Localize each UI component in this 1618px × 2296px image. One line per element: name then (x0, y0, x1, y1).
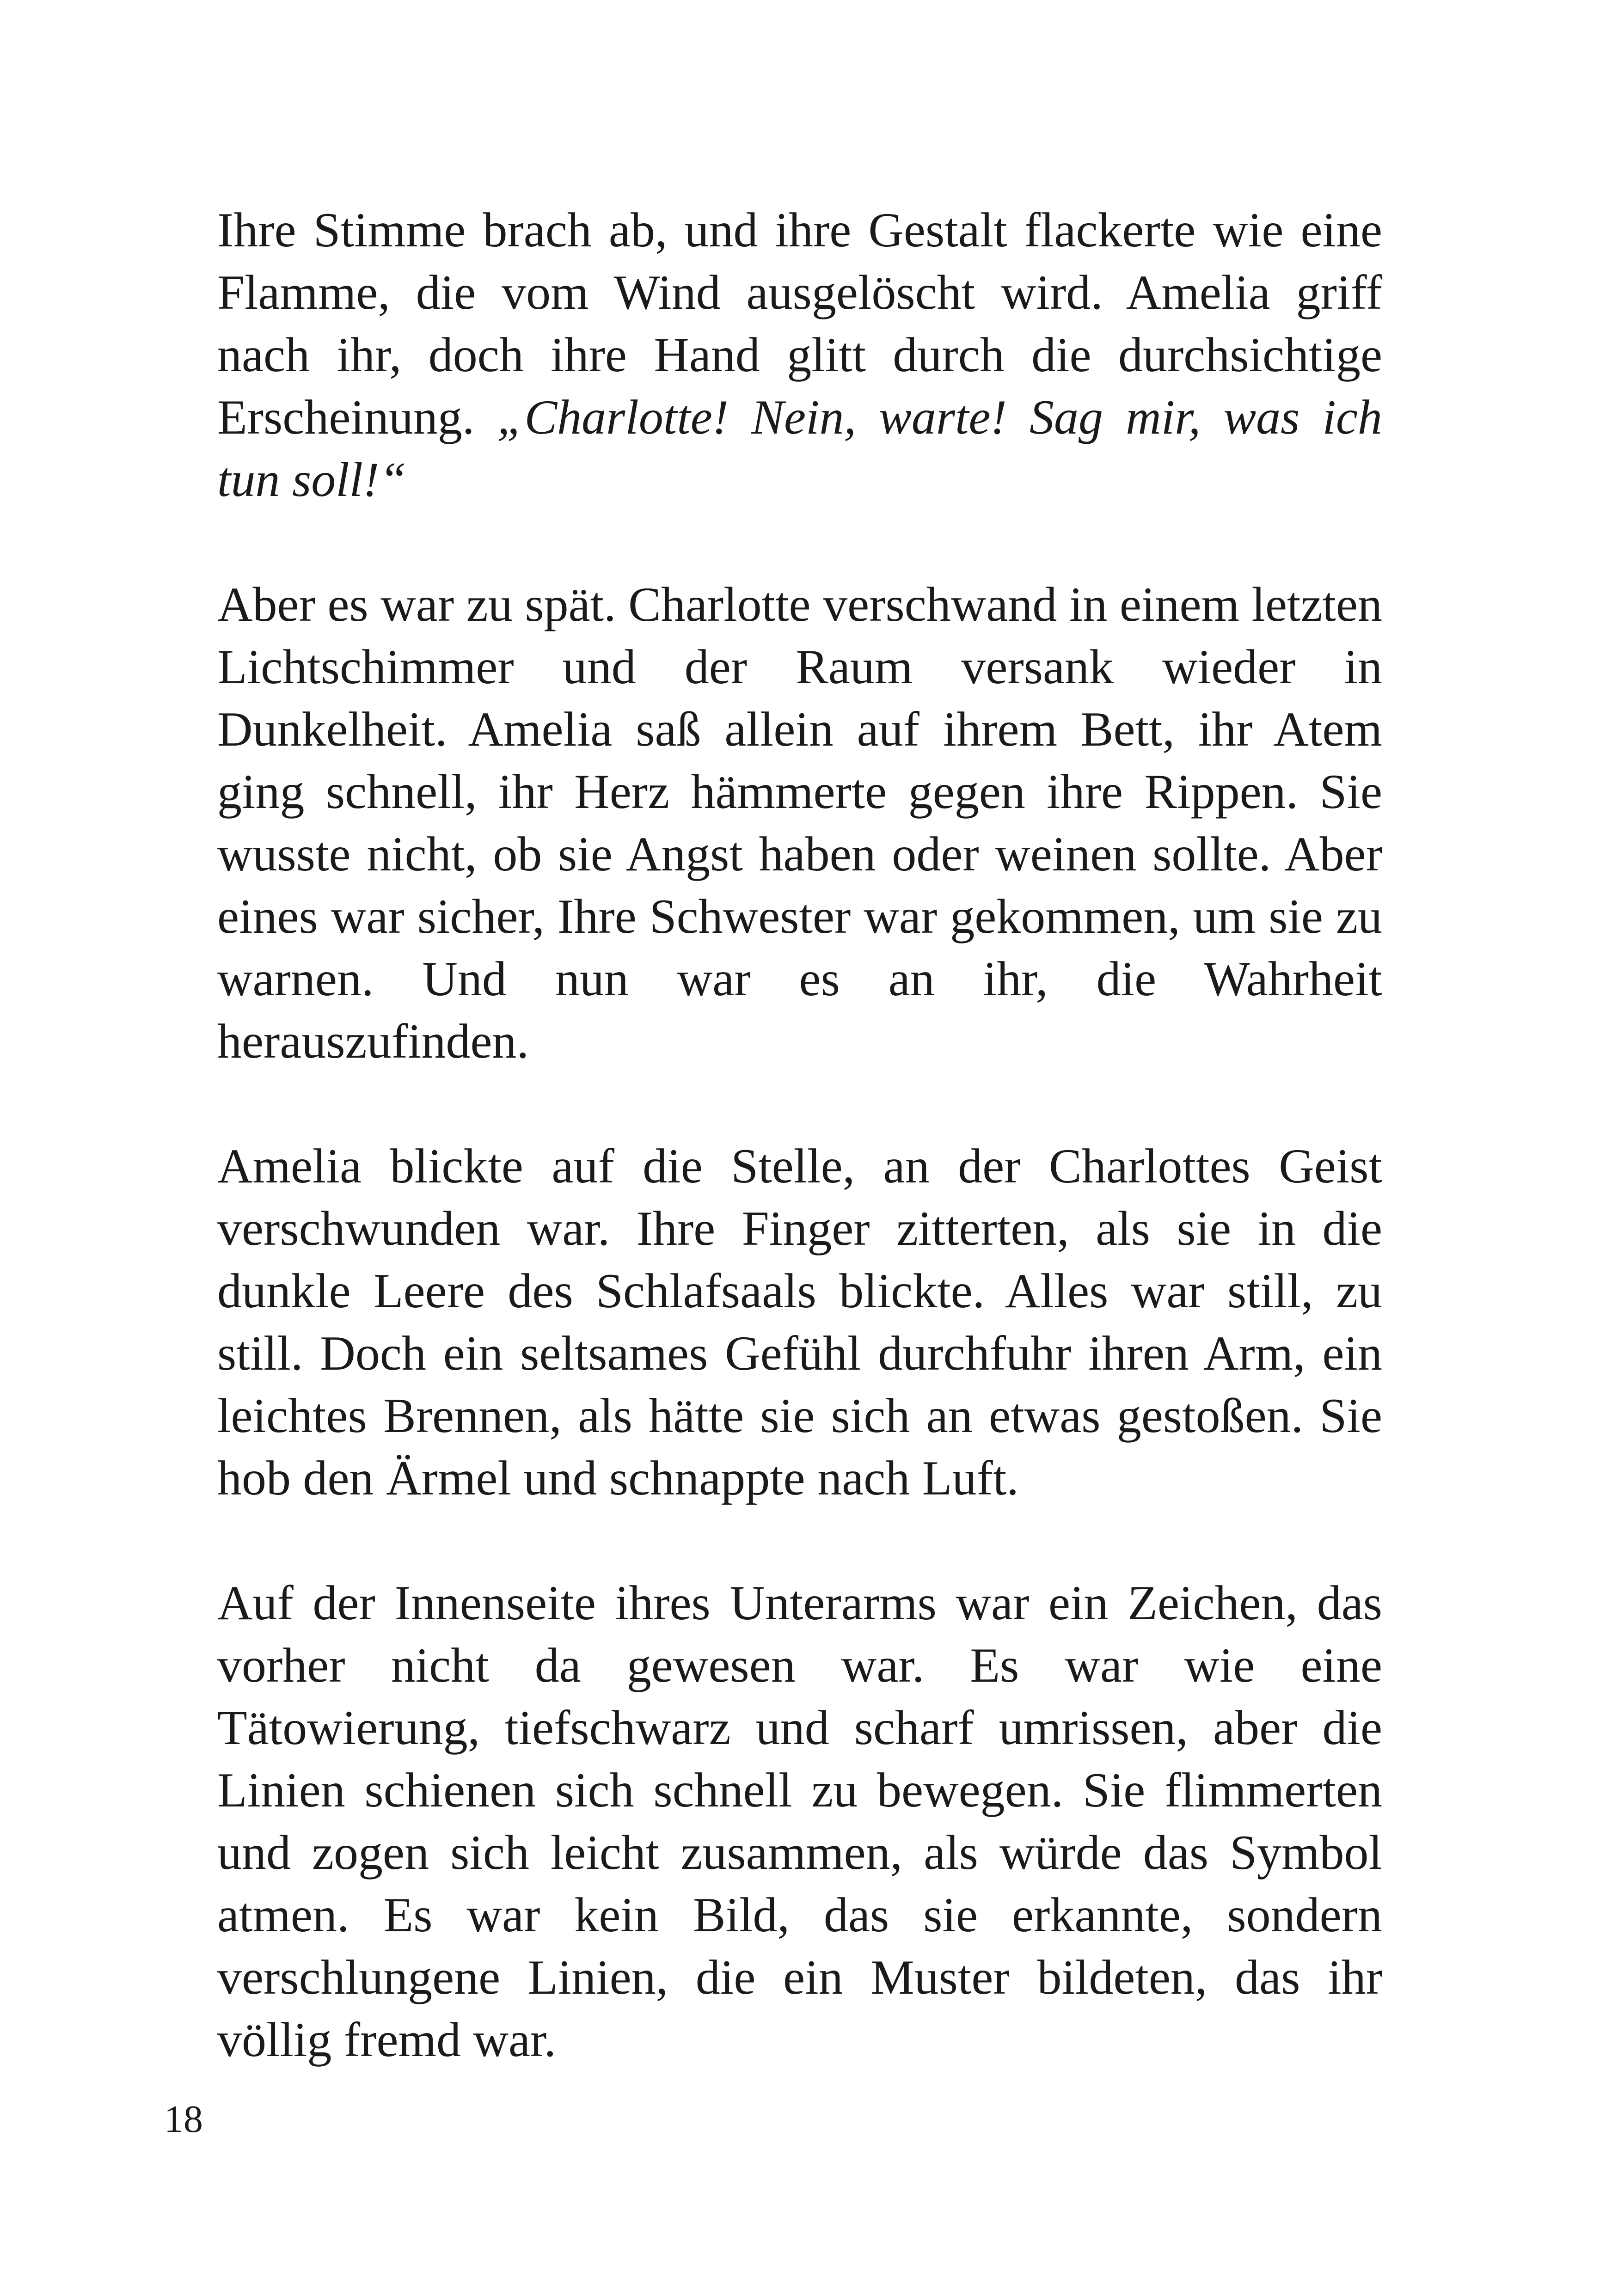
paragraph-3: Amelia blickte auf die Stelle, an der Charlottes Geist verschwunden war. Ihre Finger zitterten, als sie in die dunkle Leere des Schlafsaals blickte. Alles war still, zu still. Doch ein seltsames Gefühl durchfuhr ihren Arm, ein leichtes Brennen, als hätte sie sich an etwas gestoßen. Sie hob den Ärmel und schnappte nach Luft. (217, 1139, 1382, 1505)
page-number: 18 (164, 2098, 203, 2141)
paragraph-2: Aber es war zu spät. Charlotte verschwand in einem letzten Lichtschimmer und der Raum versank wieder in Dunkelheit. Amelia saß allein auf ihrem Bett, ihr Atem ging schnell, ihr Herz hämmerte gegen ihre Rippen. Sie wusste nicht, ob sie Angst haben oder weinen sollte. Aber eines war sicher, Ihre Schwester war gekommen, um sie zu warnen. Und nun war es an ihr, die Wahrheit herauszufinden. (217, 577, 1382, 1068)
body-text (217, 199, 1382, 2071)
paragraph-1-quote: „Charlotte! Nein, warte! Sag mir, was ich tun soll!“ (217, 390, 1382, 507)
paragraph-4: Auf der Innenseite ihres Unterarms war ein Zeichen, das vorher nicht da gewesen war. Es war wie eine Tätowierung, tiefschwarz und scharf umrissen, aber die Linien schienen sich schnell zu bewegen. Sie flimmerten und zogen sich leicht zusammen, als würde das Symbol atmen. Es war kein Bild, das sie erkannte, sondern verschlungene Linien, die ein Muster bildeten, das ihr völlig fremd war. (217, 1576, 1382, 2067)
paragraph-1 (217, 199, 1382, 511)
paragraph-1-text: Ihre Stimme brach ab, und ihre Gestalt flackerte wie eine Flamme, die vom Wind ausgelöscht wird. Amelia griff nach ihr, doch ihre Hand glitt durch die durchsichtige Erscheinung. (217, 203, 1382, 444)
